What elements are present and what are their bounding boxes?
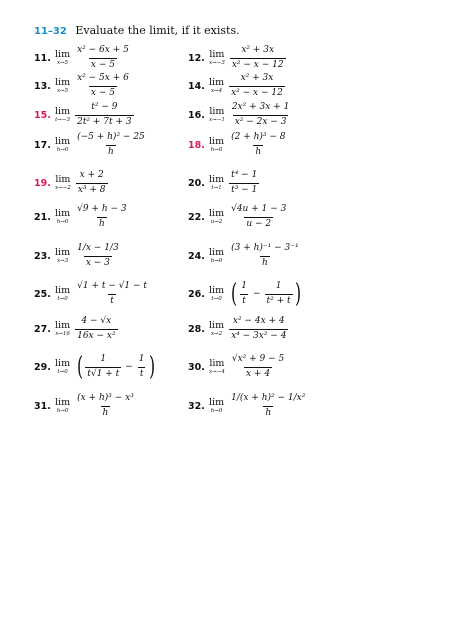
lim-word: lim (209, 246, 225, 258)
fraction (229, 317, 288, 341)
problem-number: 22. (188, 211, 205, 223)
fraction (75, 317, 117, 341)
fraction (75, 205, 129, 229)
limit-operator (55, 107, 70, 124)
denominator: x + 4 (245, 368, 271, 379)
fraction (229, 171, 259, 195)
limit-operator (209, 286, 224, 303)
lim-word: lim (55, 173, 71, 185)
limit-operator (209, 50, 225, 67)
denominator: u − 2 (246, 218, 272, 229)
denominator: h (102, 407, 109, 418)
limit-approach: t→0 (211, 296, 222, 302)
numerator: 1/x − 1/3 (77, 243, 119, 254)
numerator: √9 + h − 3 (77, 204, 127, 215)
problem-number: 20. (188, 177, 205, 189)
limit-approach: u→2 (210, 219, 223, 225)
problem-19 (34, 166, 108, 200)
denominator: x⁴ − 3x² − 4 (231, 330, 287, 341)
limit-approach: x→−1 (209, 117, 225, 123)
right-paren: ) (294, 279, 301, 309)
numerator: 1 (241, 281, 247, 292)
lim-word: lim (209, 135, 225, 147)
fraction (229, 205, 288, 229)
fraction (229, 74, 285, 98)
problem-26 (188, 277, 303, 311)
lim-word: lim (55, 284, 71, 296)
denominator: h (108, 146, 114, 157)
problem-30 (188, 350, 286, 384)
lim-word: lim (55, 396, 71, 408)
problem-20 (188, 166, 259, 200)
parenthesized-difference (75, 354, 157, 380)
fraction (85, 355, 121, 379)
denominator: x² − 2x − 3 (234, 116, 287, 127)
lim-word: lim (209, 76, 225, 88)
problem-number: 28. (188, 323, 205, 335)
numerator: (3 + h)⁻¹ − 3⁻¹ (231, 243, 299, 254)
lim-word: lim (55, 105, 71, 117)
problem-27 (34, 312, 118, 346)
numerator: x + 2 (79, 170, 104, 181)
numerator: 4 − √x (81, 316, 112, 327)
denominator: x − 3 (85, 257, 110, 268)
limit-approach: t→−3 (55, 117, 71, 123)
fraction (75, 282, 149, 306)
problem-24 (188, 239, 301, 273)
fraction (265, 282, 293, 306)
lim-word: lim (55, 48, 71, 60)
fraction (230, 46, 286, 70)
fraction (76, 171, 108, 195)
numerator: 2x² + 3x + 1 (231, 102, 290, 113)
limit-operator (209, 175, 224, 192)
problem-number: 23. (34, 250, 51, 262)
exercise-header (34, 24, 240, 37)
limit-operator (55, 359, 70, 376)
fraction (75, 46, 131, 70)
fraction (239, 282, 249, 306)
problem-number: 19. (34, 177, 51, 189)
numerator: 1/(x + h)² − 1/x² (231, 393, 306, 404)
exercise-instruction: Evaluate the limit, if it exists. (75, 24, 240, 37)
limit-operator (55, 321, 70, 338)
lim-word: lim (209, 284, 225, 296)
denominator: h (255, 146, 262, 157)
denominator: 2t² + 7t + 3 (77, 116, 132, 127)
limit-operator (55, 248, 70, 265)
problem-number: 17. (34, 139, 51, 151)
fraction (229, 133, 287, 157)
lim-word: lim (55, 207, 71, 219)
problem-number: 14. (188, 80, 205, 92)
limit-operator (209, 78, 224, 95)
problem-number: 15. (34, 109, 51, 121)
exercise-range: 11–32 (34, 26, 67, 37)
problem-number: 31. (34, 400, 51, 412)
fraction (75, 394, 136, 418)
limit-approach: x→5 (56, 60, 69, 66)
problem-number: 12. (188, 52, 205, 64)
problem-number: 21. (34, 211, 51, 223)
problem-31 (34, 389, 136, 423)
numerator: x² − 6x + 5 (77, 45, 129, 56)
limit-operator (209, 359, 225, 376)
limit-approach: x→16 (55, 331, 70, 337)
numerator: 1 (138, 354, 145, 365)
numerator: √x² + 9 − 5 (231, 354, 285, 365)
denominator: h (98, 218, 105, 229)
problem-number: 27. (34, 323, 51, 335)
limit-operator (209, 321, 224, 338)
problem-number: 25. (34, 288, 51, 300)
limit-approach: x→3 (56, 258, 69, 264)
lim-word: lim (55, 246, 71, 258)
limit-approach: h→0 (56, 219, 69, 225)
limit-operator (209, 398, 224, 415)
lim-word: lim (209, 105, 225, 117)
limit-approach: h→0 (210, 147, 223, 153)
limit-approach: x→−3 (209, 60, 225, 66)
limit-operator (55, 50, 70, 67)
numerator: 1 (100, 354, 107, 365)
limit-approach: x→4 (210, 88, 223, 94)
problem-25 (34, 277, 149, 311)
fraction (229, 244, 301, 268)
numerator: (x + h)³ − x³ (77, 393, 134, 404)
lim-word: lim (209, 396, 225, 408)
denominator: x − 5 (90, 87, 115, 98)
limit-approach: h→0 (210, 408, 223, 414)
problem-16 (188, 98, 291, 132)
numerator: (2 + h)³ − 8 (231, 132, 286, 143)
denominator: t (139, 368, 144, 379)
denominator: t (110, 295, 114, 306)
limit-operator (209, 209, 224, 226)
problem-number: 32. (188, 400, 205, 412)
numerator: x² + 3x (240, 73, 274, 84)
limit-operator (209, 107, 225, 124)
problem-17 (34, 128, 147, 162)
numerator: x² − 4x + 4 (232, 316, 285, 327)
limit-approach: h→0 (210, 258, 223, 264)
problem-28 (188, 312, 288, 346)
fraction (75, 74, 131, 98)
limit-approach: h→0 (56, 408, 69, 414)
left-paren: ( (77, 352, 84, 382)
denominator: h (265, 407, 272, 418)
numerator: t⁴ − 1 (231, 170, 258, 181)
left-paren: ( (231, 279, 238, 309)
minus-sign: − (125, 362, 133, 372)
limit-approach: x→−2 (55, 185, 71, 191)
limit-operator (209, 248, 224, 265)
numerator: √4u + 1 − 3 (231, 204, 287, 215)
lim-word: lim (55, 357, 71, 369)
denominator: 16x − x² (77, 330, 116, 341)
denominator: x³ + 8 (77, 184, 106, 195)
problem-number: 24. (188, 250, 205, 262)
denominator: t² + t (266, 295, 291, 306)
numerator: 1 (275, 281, 282, 292)
fraction (137, 355, 147, 379)
limit-approach: t→0 (57, 369, 68, 375)
numerator: x² − 5x + 6 (77, 73, 129, 84)
limit-operator (55, 398, 70, 415)
denominator: t (242, 295, 246, 306)
problem-22 (188, 200, 288, 234)
fraction (229, 394, 307, 418)
lim-word: lim (209, 319, 225, 331)
fraction (75, 103, 134, 127)
fraction (230, 103, 291, 127)
numerator: x² + 3x (241, 45, 275, 56)
problem-number: 13. (34, 80, 51, 92)
limit-approach: x→2 (210, 331, 223, 337)
parenthesized-difference (229, 281, 303, 307)
problem-number: 16. (188, 109, 205, 121)
lim-word: lim (55, 319, 71, 331)
lim-word: lim (209, 173, 225, 185)
numerator: t² − 9 (91, 102, 118, 113)
problem-number: 30. (188, 361, 205, 373)
fraction (75, 133, 147, 157)
problem-number: 26. (188, 288, 205, 300)
fraction (75, 244, 121, 268)
problem-number: 11. (34, 52, 51, 64)
denominator: t³ − 1 (231, 184, 258, 195)
problem-number: 29. (34, 361, 51, 373)
right-paren: ) (148, 352, 155, 382)
limit-approach: t→0 (57, 296, 68, 302)
minus-sign: − (252, 289, 261, 299)
denominator: x² − x − 12 (231, 87, 283, 98)
problem-32 (188, 389, 307, 423)
limit-approach: h→0 (56, 147, 69, 153)
limit-operator (55, 78, 70, 95)
problem-23 (34, 239, 121, 273)
denominator: h (261, 257, 268, 268)
limit-operator (55, 286, 70, 303)
limit-approach: x→−4 (209, 369, 225, 375)
problem-21 (34, 200, 129, 234)
lim-word: lim (209, 207, 225, 219)
limit-approach: t→1 (211, 185, 222, 191)
numerator: √1 + t − √1 − t (77, 281, 148, 292)
numerator: (−5 + h)² − 25 (77, 132, 145, 143)
problem-15 (34, 98, 134, 132)
denominator: t√1 + t (87, 368, 120, 379)
lim-word: lim (55, 76, 71, 88)
limit-operator (55, 209, 70, 226)
limit-operator (55, 137, 70, 154)
problem-number: 18. (188, 139, 205, 151)
lim-word: lim (209, 357, 225, 369)
denominator: x² − x − 12 (231, 59, 284, 70)
problem-18 (188, 128, 288, 162)
lim-word: lim (209, 48, 225, 60)
limit-approach: x→5 (56, 88, 69, 94)
fraction (230, 355, 286, 379)
limit-operator (55, 175, 71, 192)
limit-operator (209, 137, 224, 154)
problem-29 (34, 350, 157, 384)
denominator: x − 5 (90, 59, 115, 70)
lim-word: lim (55, 135, 71, 147)
